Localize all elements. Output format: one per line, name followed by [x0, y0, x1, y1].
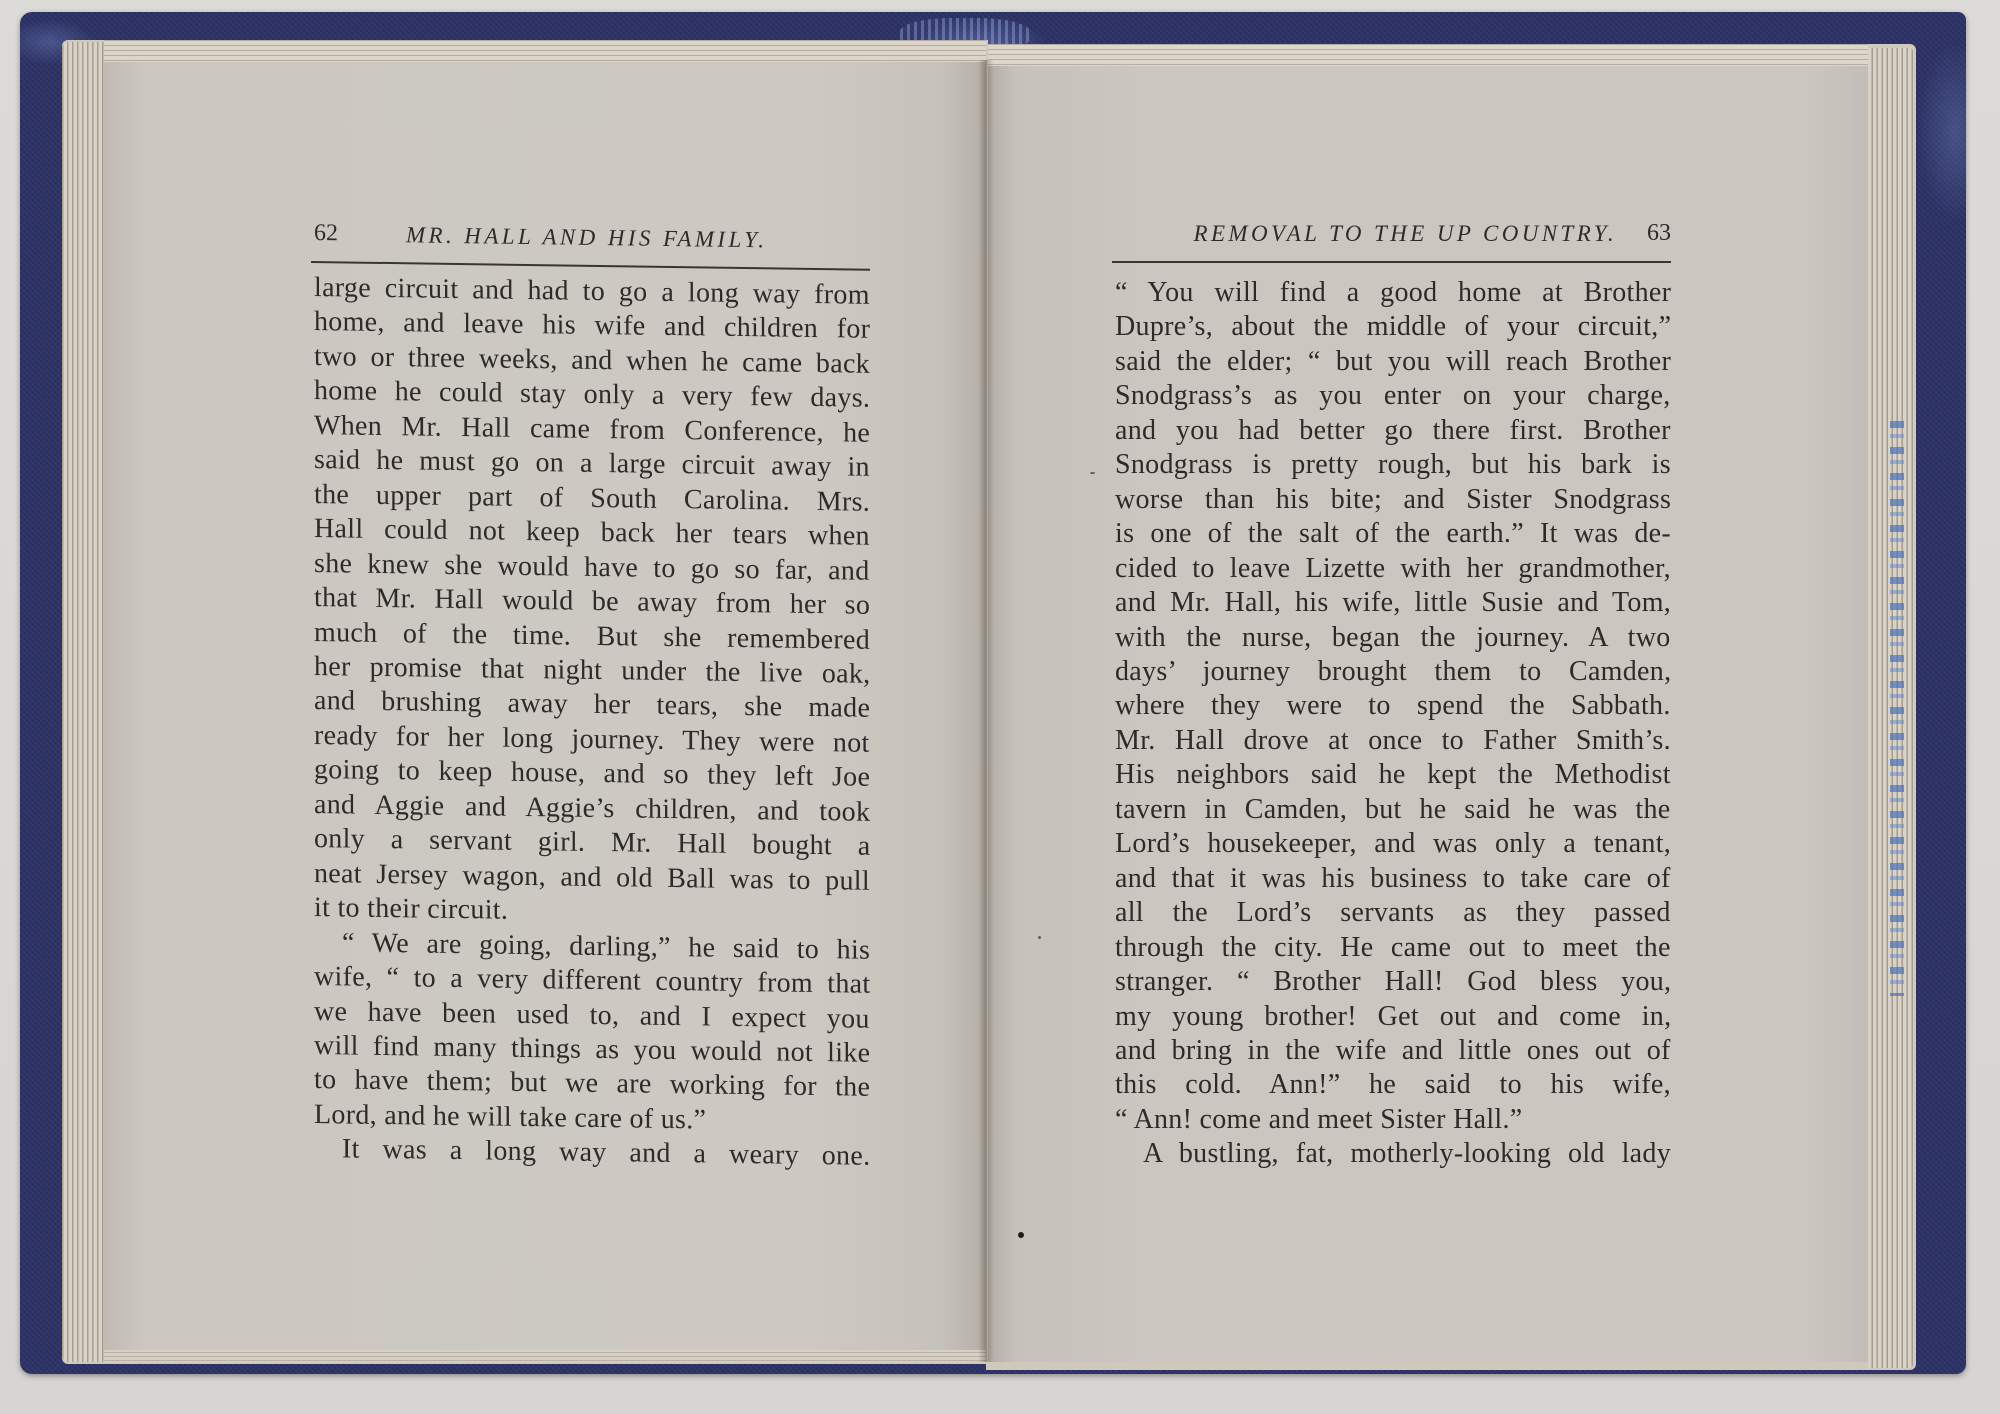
left-page-top-edges — [104, 40, 986, 64]
text-line: this cold. Ann!” he said to his wife, — [1115, 1069, 1671, 1101]
text-line: is one of the salt of the earth.” It was de- — [1115, 518, 1672, 550]
text-line: Snodgrass’s as you enter on your charge, — [1115, 380, 1671, 412]
text-line: large circuit and had to go a long way from — [314, 272, 870, 311]
text-line: cided to leave Lizette with her grandmother, — [1115, 552, 1671, 584]
text-line: A bustling, fat, motherly-looking old lady — [1143, 1138, 1671, 1170]
paragraph — [314, 1132, 870, 1174]
left-page-edges — [62, 42, 106, 1362]
text-line: much of the time. But she remembered — [314, 616, 871, 656]
text-line: said the elder; “ but you will reach Brother — [1115, 345, 1672, 377]
text-line: Mr. Hall drove at once to Father Smith’s. — [1115, 724, 1671, 756]
text-line: worse than his bite; and Sister Snodgrass — [1115, 483, 1672, 515]
ink-speck — [1090, 472, 1095, 474]
text-line: Snodgrass is pretty rough, but his bark is — [1115, 449, 1671, 481]
left-head-rule — [311, 261, 870, 270]
text-line: going to keep house, and so they left Joe — [314, 754, 871, 794]
text-line: Lord, and he will take care of us.” — [314, 1098, 707, 1136]
text-line: she knew she would have to go so far, and — [314, 547, 870, 587]
text-line: Dupre’s, about the middle of your circuit,” — [1115, 311, 1672, 343]
text-line: and bring in the wife and little ones out of — [1115, 1034, 1671, 1066]
left-running-head: MR. HALL AND HIS FAMILY. — [406, 222, 768, 253]
text-line: and you had better go there first. Brother — [1115, 414, 1671, 446]
ink-speck — [1018, 1232, 1024, 1238]
text-line: and brushing away her tears, she made — [314, 685, 871, 725]
text-line: “ Ann! come and meet Sister Hall.” — [1115, 1103, 1523, 1135]
text-line: and Aggie and Aggie’s children, and took — [314, 788, 871, 828]
text-line: my young brother! Get out and come in, — [1115, 1000, 1672, 1032]
right-page-body — [1115, 276, 1671, 1172]
blue-ink-mark-on-page-edges — [1890, 421, 1904, 996]
paragraph — [1115, 276, 1671, 1137]
text-line: it to their circuit. — [314, 892, 509, 926]
text-line: neat Jersey wagon, and old Ball was to pull — [314, 857, 870, 897]
text-line: His neighbors said he kept the Methodist — [1115, 759, 1671, 791]
right-page-top-edges — [988, 44, 1868, 68]
paragraph — [314, 926, 870, 1140]
text-line: ready for her long journey. They were not — [314, 719, 870, 759]
gutter-shadow — [978, 60, 994, 1362]
text-line: “ You will find a good home at Brother — [1115, 277, 1672, 308]
text-line: said he must go on a large circuit away in — [314, 444, 870, 484]
left-page-text-block — [314, 210, 870, 1188]
right-page-number: 63 — [1647, 220, 1671, 246]
text-line: will find many things as you would not like — [314, 1029, 871, 1069]
text-line: all the Lord’s servants as they passed — [1115, 897, 1671, 929]
left-page-number: 62 — [314, 220, 338, 247]
ink-speck — [1038, 936, 1041, 939]
text-line: Lord’s housekeeper, and was only a tenant, — [1115, 828, 1672, 860]
text-line: two or three weeks, and when he came back — [314, 340, 870, 380]
right-page-text-block — [1115, 210, 1671, 1180]
text-line: the upper part of South Carolina. Mrs. — [314, 478, 871, 518]
text-line: days’ journey brought them to Camden, — [1115, 655, 1672, 687]
text-line: and that it was his business to take care of — [1115, 862, 1671, 894]
text-line: to have them; but we are working for the — [314, 1064, 871, 1104]
text-line: and Mr. Hall, his wife, little Susie and Tom, — [1115, 587, 1672, 619]
left-page-bottom-edges — [104, 1348, 986, 1362]
text-line: tavern in Camden, but he said he was the — [1115, 793, 1671, 825]
text-line: with the nurse, began the journey. A two — [1115, 621, 1671, 653]
text-line: stranger. “ Brother Hall! God bless you, — [1115, 966, 1672, 998]
right-head-rule — [1112, 261, 1671, 263]
text-line: through the city. He came out to meet the — [1115, 931, 1671, 963]
text-line: where they were to spend the Sabbath. — [1115, 690, 1671, 722]
text-line: that Mr. Hall would be away from her so — [314, 582, 871, 621]
text-line: home he could stay only a very few days. — [314, 375, 871, 415]
text-line: her promise that night under the live oak, — [314, 650, 871, 690]
left-page-body — [314, 271, 870, 1175]
paragraph — [314, 271, 870, 933]
text-line: home, and leave his wife and children for — [314, 306, 871, 346]
paragraph — [1115, 1137, 1671, 1171]
text-line: Hall could not keep back her tears when — [314, 513, 870, 552]
text-line: When Mr. Hall came from Conference, he — [314, 409, 871, 449]
text-line: wife, “ to a very different country from that — [314, 961, 871, 1000]
text-line: only a servant girl. Mr. Hall bought a — [314, 823, 871, 863]
text-line: It was a long way and a weary one. — [342, 1133, 871, 1173]
right-running-head: REMOVAL TO THE UP COUNTRY. — [1193, 221, 1617, 246]
text-line: “ We are going, darling,” he said to his — [342, 927, 871, 966]
text-line: we have been used to, and I expect you — [314, 995, 870, 1035]
